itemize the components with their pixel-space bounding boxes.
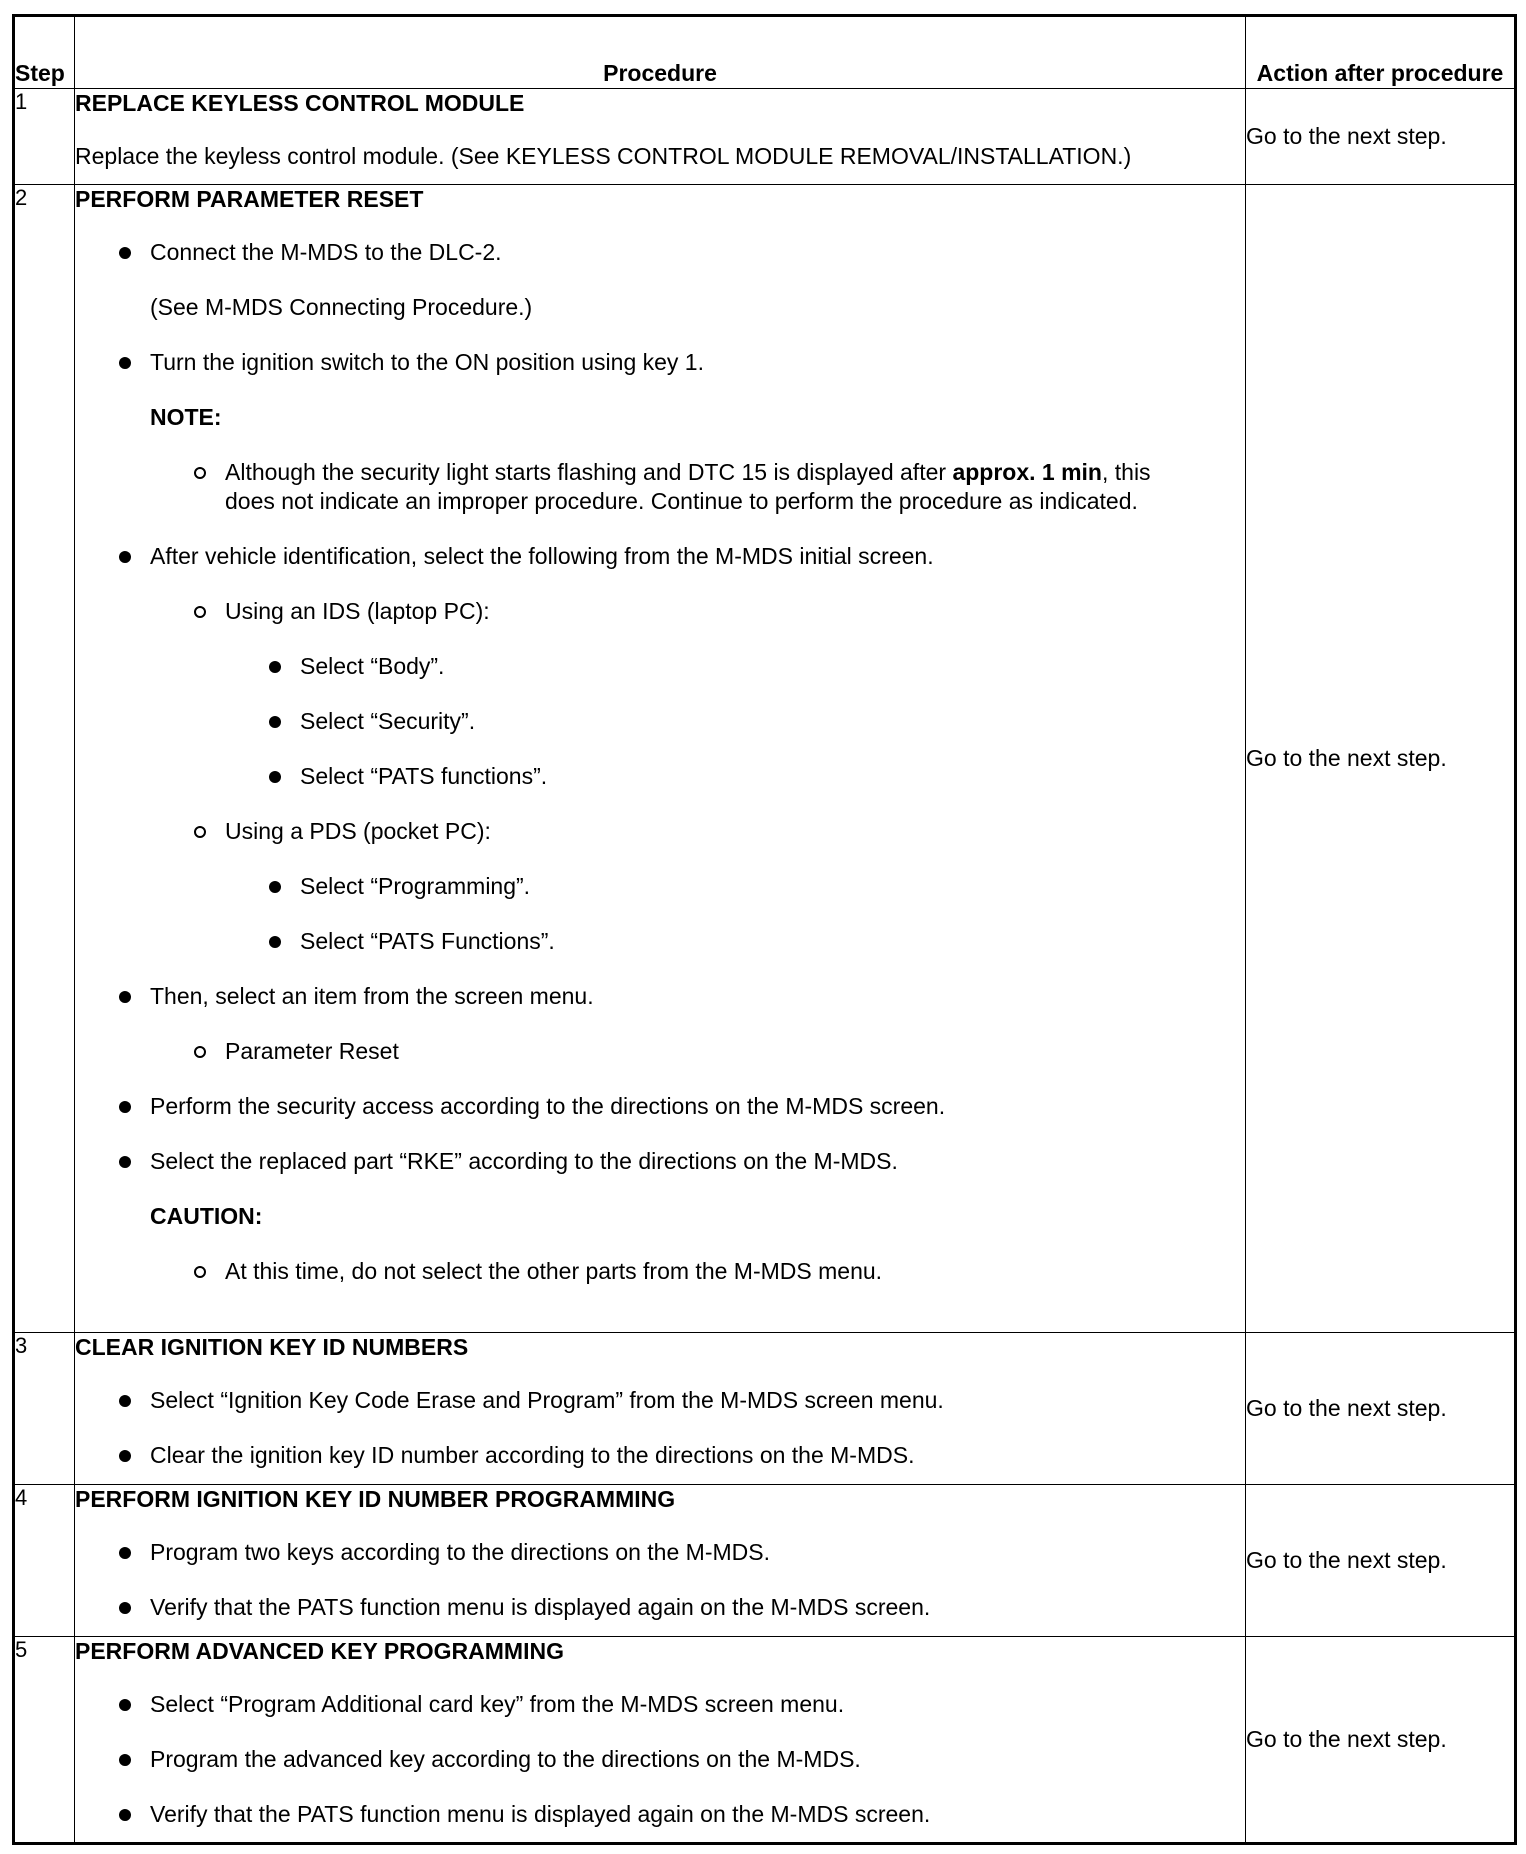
- list-item: Perform the security access according to the directions on the M-MDS screen.: [75, 1092, 1245, 1121]
- step-title: REPLACE KEYLESS CONTROL MODULE: [75, 90, 525, 116]
- step-number: 3: [14, 1333, 75, 1485]
- action-cell: Go to the next step.: [1246, 1333, 1516, 1485]
- action-cell: Go to the next step.: [1246, 1637, 1516, 1844]
- bullet-icon: [119, 1754, 131, 1766]
- table-row: [14, 185, 1516, 1333]
- bullet-icon: [119, 1699, 131, 1711]
- bullet-icon: [119, 247, 131, 259]
- procedure-cell: [75, 1485, 1246, 1637]
- bullet-icon: [119, 1101, 131, 1113]
- table-row: [14, 89, 1516, 185]
- list-item: Turn the ignition switch to the ON position using key 1.: [75, 348, 1245, 377]
- bullet-icon: [119, 357, 131, 369]
- list-item: Verify that the PATS function menu is displayed again on the M-MDS screen.: [75, 1800, 1245, 1829]
- header-step: Step: [14, 16, 75, 89]
- bullet-icon: [269, 881, 281, 893]
- bullet-icon: [119, 1547, 131, 1559]
- table-row: [14, 1485, 1516, 1637]
- procedure-table: [12, 14, 1517, 1845]
- circle-bullet-icon: [194, 606, 206, 618]
- step-number: 2: [14, 185, 75, 1333]
- list-item: Then, select an item from the screen menu.: [75, 982, 1245, 1011]
- bullet-icon: [119, 1156, 131, 1168]
- caution-label: CAUTION:: [150, 1203, 263, 1229]
- note-label: NOTE:: [150, 404, 222, 430]
- header-action: Action after procedure: [1246, 16, 1516, 89]
- bullet-icon: [119, 991, 131, 1003]
- bullet-icon: [119, 551, 131, 563]
- table-header-row: [14, 16, 1516, 89]
- list-item: Select “Body”.: [75, 652, 1245, 681]
- step-number: 4: [14, 1485, 75, 1637]
- bullet-icon: [119, 1450, 131, 1462]
- list-item: Select “Security”.: [75, 707, 1245, 736]
- circle-bullet-icon: [194, 826, 206, 838]
- table-row: [14, 1637, 1516, 1844]
- list-item: Parameter Reset: [75, 1037, 1245, 1066]
- list-item: Using an IDS (laptop PC):: [75, 597, 1245, 626]
- action-cell: Go to the next step.: [1246, 1485, 1516, 1637]
- procedure-cell: [75, 1333, 1246, 1485]
- procedure-cell: [75, 185, 1246, 1333]
- bullet-icon: [269, 936, 281, 948]
- circle-bullet-icon: [194, 1046, 206, 1058]
- bullet-icon: [269, 661, 281, 673]
- list-item: Connect the M-MDS to the DLC-2.: [75, 238, 1245, 267]
- reference-text: (See M-MDS Connecting Procedure.): [150, 294, 533, 320]
- step-number: 1: [14, 89, 75, 185]
- step-title: PERFORM IGNITION KEY ID NUMBER PROGRAMMING: [75, 1486, 676, 1512]
- procedure-cell: [75, 89, 1246, 185]
- bullet-icon: [119, 1602, 131, 1614]
- table-row: [14, 1333, 1516, 1485]
- step-title: CLEAR IGNITION KEY ID NUMBERS: [75, 1334, 469, 1360]
- caution-item: At this time, do not select the other parts from the M-MDS menu.: [75, 1257, 1245, 1286]
- action-cell: Go to the next step.: [1246, 185, 1516, 1333]
- list-item: Select the replaced part “RKE” according to the directions on the M-MDS.: [75, 1147, 1245, 1176]
- list-item: Select “Program Additional card key” from the M-MDS screen menu.: [75, 1690, 1245, 1719]
- bullet-icon: [119, 1395, 131, 1407]
- list-item: Program two keys according to the directions on the M-MDS.: [75, 1538, 1245, 1567]
- list-item: Using a PDS (pocket PC):: [75, 817, 1245, 846]
- list-item: After vehicle identification, select the following from the M-MDS initial screen.: [75, 542, 1245, 571]
- list-item: Select “PATS Functions”.: [75, 927, 1245, 956]
- list-item: Clear the ignition key ID number according to the directions on the M-MDS.: [75, 1441, 1245, 1470]
- step-number: 5: [14, 1637, 75, 1844]
- step-title: PERFORM PARAMETER RESET: [75, 186, 424, 212]
- bullet-icon: [269, 716, 281, 728]
- circle-bullet-icon: [194, 1266, 206, 1278]
- list-item: Program the advanced key according to the directions on the M-MDS.: [75, 1745, 1245, 1774]
- header-procedure: Procedure: [75, 16, 1246, 89]
- bullet-icon: [119, 1809, 131, 1821]
- action-cell: Go to the next step.: [1246, 89, 1516, 185]
- step-title: PERFORM ADVANCED KEY PROGRAMMING: [75, 1638, 564, 1664]
- step-text: Replace the keyless control module. (See KEYLESS CONTROL MODULE REMOVAL/INSTALLATION.): [75, 143, 1132, 169]
- list-item: Select “Ignition Key Code Erase and Program” from the M-MDS screen menu.: [75, 1386, 1245, 1415]
- list-item: Select “PATS functions”.: [75, 762, 1245, 791]
- bullet-icon: [269, 771, 281, 783]
- list-item: Verify that the PATS function menu is displayed again on the M-MDS screen.: [75, 1593, 1245, 1622]
- note-item: Although the security light starts flashing and DTC 15 is displayed after approx. 1 min, this does not indicate an improper procedure. Continue to perform the procedure as indicated.: [75, 458, 1245, 516]
- list-item: Select “Programming”.: [75, 872, 1245, 901]
- circle-bullet-icon: [194, 467, 206, 479]
- procedure-cell: [75, 1637, 1246, 1844]
